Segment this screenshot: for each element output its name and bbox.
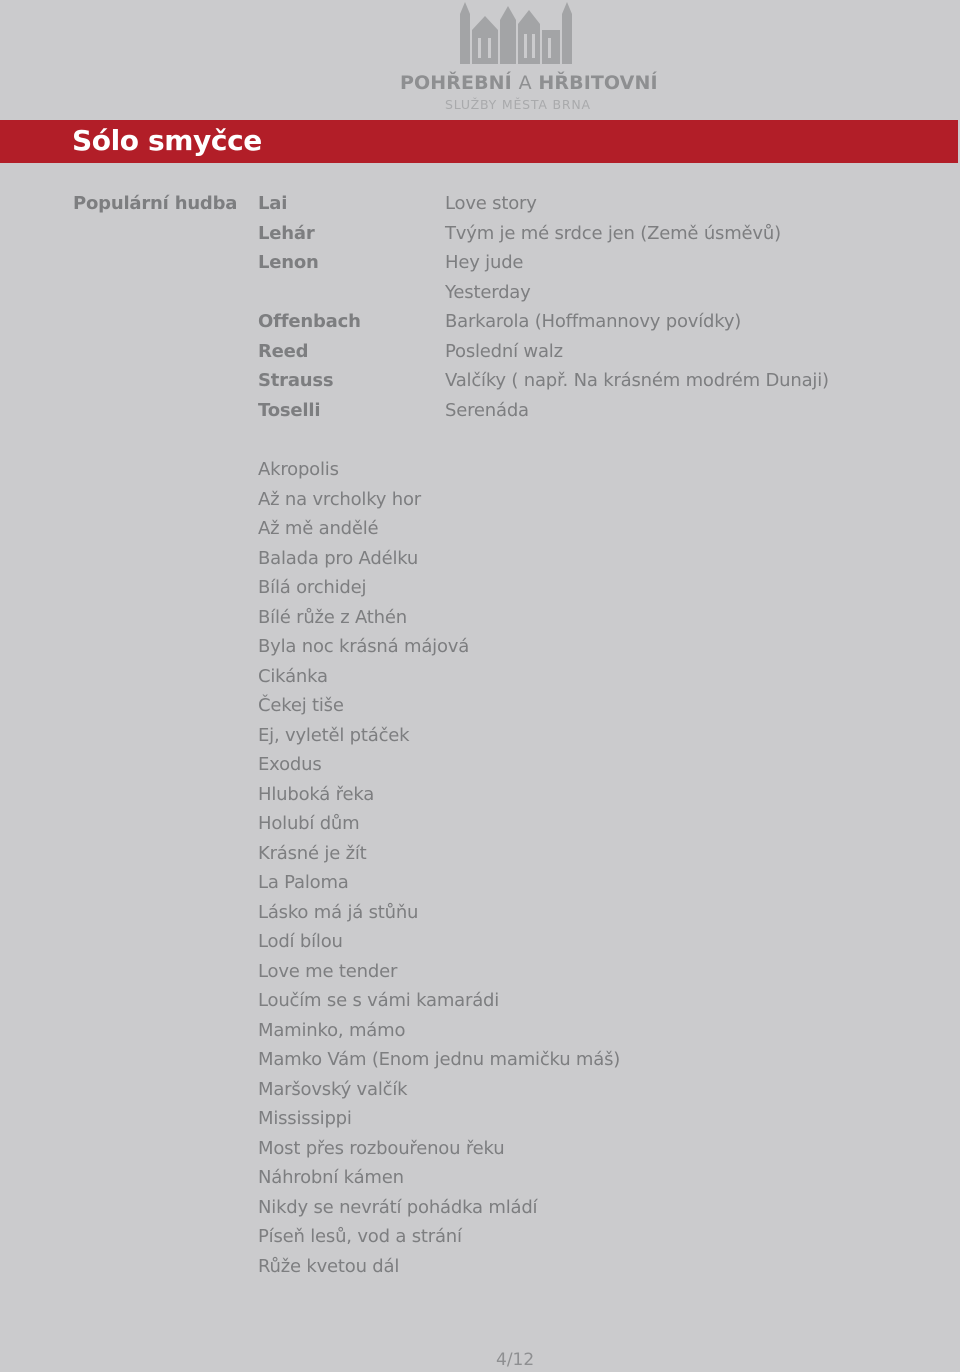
song-title: Krásné je žít: [258, 843, 367, 864]
work-title: Valčíky ( např. Na krásném modrém Dunaji): [445, 370, 829, 391]
composer-name: Toselli: [258, 400, 321, 421]
work-title: Barkarola (Hoffmannovy povídky): [445, 311, 742, 332]
song-title: Balada pro Adélku: [258, 548, 419, 569]
work-title: Love story: [445, 193, 537, 214]
page-title: Sólo smyčce: [72, 124, 262, 157]
song-title: Mississippi: [258, 1108, 352, 1129]
logo-subtitle: SLUŽBY MĚSTA BRNA: [445, 97, 591, 112]
song-title: Hluboká řeka: [258, 784, 375, 805]
song-title: Až na vrcholky hor: [258, 489, 421, 510]
category-label: Populární hudba: [73, 193, 238, 214]
work-title: Tvým je mé srdce jen (Země úsměvů): [445, 223, 781, 244]
song-title: Ej, vyletěl ptáček: [258, 725, 410, 746]
company-logo: [400, 2, 658, 112]
composer-name: Lehár: [258, 223, 315, 244]
song-title: Cikánka: [258, 666, 328, 687]
song-title: Akropolis: [258, 459, 339, 480]
section-header-banner: [0, 120, 958, 163]
song-title: Love me tender: [258, 961, 398, 982]
song-title: Bílá orchidej: [258, 577, 367, 598]
song-title: Bílé růže z Athén: [258, 607, 407, 628]
song-title: Most přes rozbouřenou řeku: [258, 1138, 505, 1159]
song-title: Píseň lesů, vod a strání: [258, 1226, 462, 1247]
logo-title: POHŘEBNÍ A HŘBITOVNÍ: [400, 72, 658, 94]
work-title: Poslední walz: [445, 341, 563, 362]
composer-name: Reed: [258, 341, 309, 362]
song-title: Čekej tiše: [258, 695, 344, 716]
song-title: Nikdy se nevrátí pohádka mládí: [258, 1197, 538, 1218]
song-title: Lodí bílou: [258, 931, 343, 952]
song-title: Růže kvetou dál: [258, 1256, 400, 1277]
song-title: Loučím se s vámi kamarádi: [258, 990, 500, 1011]
song-title: Mamko Vám (Enom jednu mamičku máš): [258, 1049, 621, 1070]
cathedral-logo-icon: [460, 2, 572, 66]
song-title: Byla noc krásná májová: [258, 636, 470, 657]
song-title: Maršovský valčík: [258, 1079, 408, 1100]
song-title: Holubí dům: [258, 813, 360, 834]
work-title: Yesterday: [445, 282, 531, 303]
composer-name: Lai: [258, 193, 288, 214]
composer-name: Lenon: [258, 252, 319, 273]
song-title: La Paloma: [258, 872, 349, 893]
page-number: 4/12: [496, 1350, 535, 1370]
composer-name: Offenbach: [258, 311, 361, 332]
song-title: Náhrobní kámen: [258, 1167, 404, 1188]
song-title: Až mě andělé: [258, 518, 379, 539]
song-title: Exodus: [258, 754, 322, 775]
work-title: Hey jude: [445, 252, 524, 273]
song-title: Maminko, mámo: [258, 1020, 406, 1041]
song-title: Lásko má já stůňu: [258, 902, 419, 923]
composer-name: Strauss: [258, 370, 334, 391]
work-title: Serenáda: [445, 400, 529, 421]
